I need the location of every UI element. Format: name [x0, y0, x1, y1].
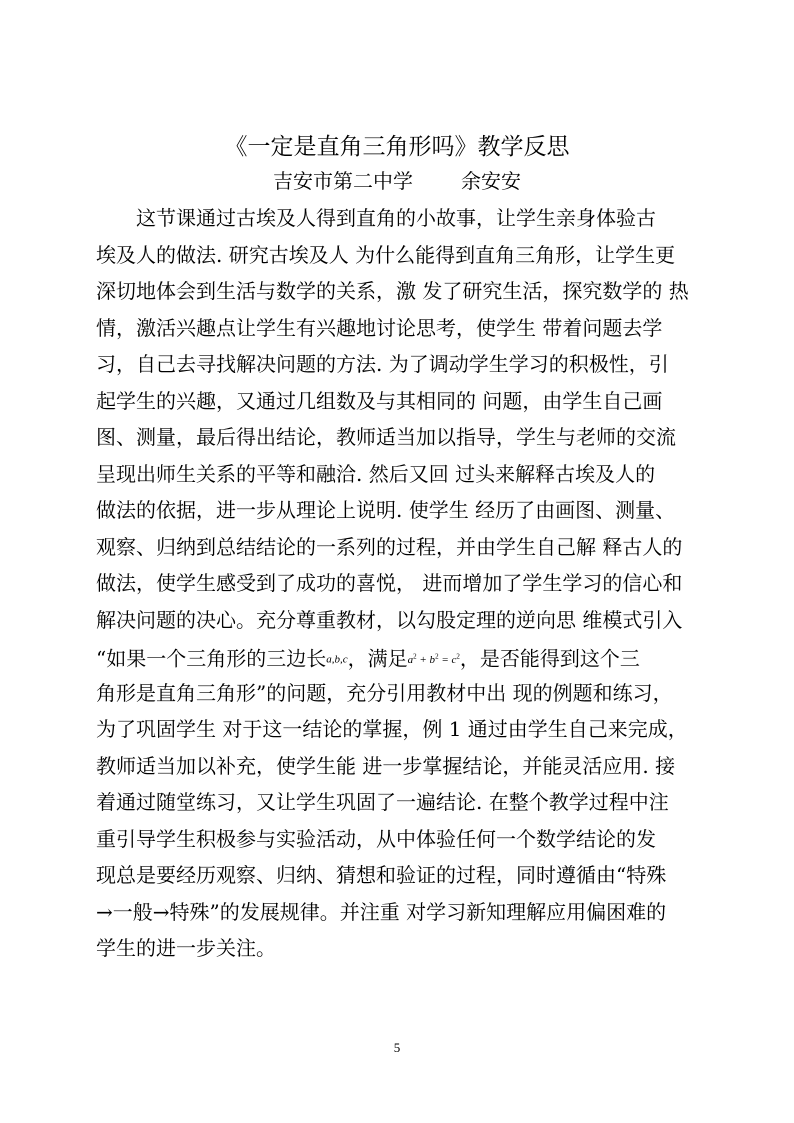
body-line-with-formula — [96, 638, 702, 675]
formula-exponent: 2 — [456, 652, 460, 660]
body-line: 重引导学生积极参与实验活动，从中体验任何一个数学结论的发 — [96, 826, 656, 851]
body-line: 现总是要经历观察、归纳、猜想和验证的过程，同时遵循由“特殊 — [96, 863, 667, 887]
document-title: 《一定是直角三角形吗》教学反思 — [224, 134, 570, 160]
formula-exponent: 2 — [413, 652, 417, 660]
body-line: 解决问题的决心。充分尊重教材，以勾股定理的逆向思 维模式引入 — [96, 607, 683, 632]
school-name: 吉安市第二中学 — [273, 169, 413, 193]
pythagorean-formula — [408, 654, 460, 666]
author-name: 余安安 — [461, 169, 521, 193]
text-segment: “如果一个三角形的三边长 — [96, 646, 327, 671]
body-line: 观察、归纳到总结结论的一系列的过程，并由学生自己解 释古人的 — [96, 534, 683, 559]
formula-plus-b: + b — [416, 653, 436, 666]
body-line: 为了巩固学生 对于这一结论的掌握，例 1 通过由学生自己来完成， — [96, 717, 688, 741]
body-line: 习，自己去寻找解决问题的方法. 为了调动学生学习的积极性，引 — [96, 352, 669, 376]
formula-a: a — [407, 653, 414, 666]
body-line: 教师适当加以补充，使学生能 进一步掌握结论，并能灵活应用. 接 — [96, 753, 676, 778]
text-segment: ，是否能得到这个三 — [459, 646, 640, 671]
body-line: 学生的进一步关注。 — [96, 936, 276, 960]
body-line: 做法的依据，进一步从理论上说明. 使学生 经历了由画图、测量、 — [96, 498, 676, 522]
body-line: 起学生的兴趣，又通过几组数及与其相同的 问题，由学生自己画 — [96, 388, 663, 413]
body-line: 着通过随堂练习，又让学生巩固了一遍结论. 在整个教学过程中注 — [96, 790, 669, 814]
body-line: 做法，使学生感受到了成功的喜悦， 进而增加了学生学习的信心和 — [96, 571, 683, 595]
body-line: 情，激活兴趣点让学生有兴趣地讨论思考，使学生 带着问题去学 — [96, 315, 663, 340]
formula-exponent: 2 — [435, 652, 439, 660]
page-number: 5 — [393, 1040, 401, 1055]
body-line: 埃及人的做法. 研究古埃及人 为什么能得到直角三角形，让学生更 — [96, 242, 676, 267]
formula-equals-c: = c — [438, 653, 457, 666]
body-line: 图、测量，最后得出结论，教师适当加以指导，学生与老师的交流 — [96, 425, 676, 449]
body-paragraph — [96, 200, 702, 967]
body-line: 角形是直角三角形”的问题，充分引用教材中出 现的例题和练习， — [96, 680, 673, 705]
body-line: →一般→特殊”的发展规律。并注重 对学习新知理解应用偏困难的 — [96, 899, 667, 924]
byline — [0, 166, 794, 196]
side-lengths-formula: a,b,c — [326, 653, 348, 666]
body-line: 这节课通过古埃及人得到直角的小故事，让学生亲身体验古 — [136, 206, 656, 230]
body-line: 呈现出师生关系的平等和融洽. 然后又回 过头来解释古埃及人的 — [96, 461, 656, 486]
body-line: 深切地体会到生活与数学的关系，激 发了研究生活，探究数学的 热 — [96, 279, 689, 303]
text-segment: ，满足 — [347, 646, 408, 671]
